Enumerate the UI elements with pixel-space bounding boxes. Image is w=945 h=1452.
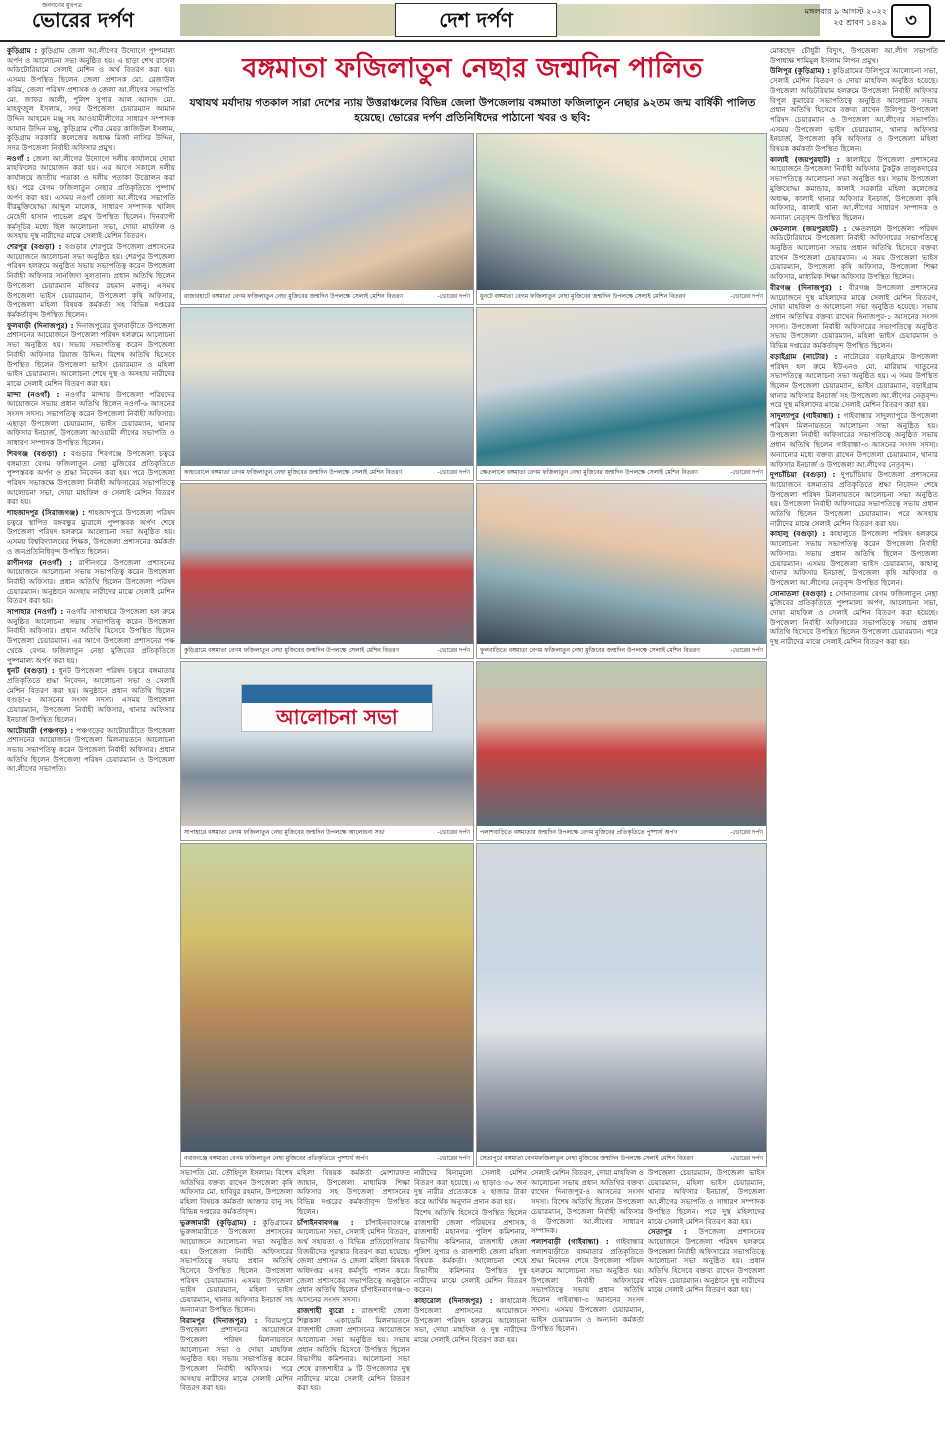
- photo-credit: -ভোরের দর্পণ: [730, 1155, 763, 1162]
- dateline: আটোয়ারী (পঞ্চগড়) :: [7, 725, 74, 735]
- photo-image: [181, 844, 473, 1152]
- news-paragraph: [7, 321, 175, 389]
- dateline: সাপাহার (নওগাঁ) :: [7, 607, 64, 617]
- dateline: দুপচাঁচিয়া (বগুড়া) :: [770, 470, 836, 480]
- news-text: গাইবান্ধার সাদুল্যাপুরে উপজেলা পরিষদ মিলনায়তনে আলোচনা সভা অনুষ্ঠিত হয়। উপজেলা নির্বাহী অফিসারের সভাপতিত্বে অনুষ্ঠিত সভায় প্রধান অতিথি ছিলেন গাইবান্ধা-৩ আসনের সংসদ সদস্য। অন্যান্যের মধ্যে বক্তব্য রাখেন উপজেলা চেয়ারম্যান, থানার অফিসার ইনচার্জ ও উপজেলা আ.লীগের নেতৃবৃন্দ।: [770, 411, 938, 469]
- news-paragraph: [770, 155, 938, 223]
- dateline: শাহজাদপুর (সিরাজগঞ্জ) :: [7, 508, 85, 518]
- photo-image: [477, 844, 766, 1152]
- news-text: দিনাজপুরের ফুলবাড়ীতে উপজেলা প্রশাসনের আয়োজনে উপজেলা পরিষদ হলরুমে আলোচনা সভা অনুষ্ঠিত হয়। সভায় সভাপতিত্ব করেন উপজেলা নির্বাহী অফিসার রিয়াজ উদ্দিন। বিশেষ অতিথি হিসেবে উপস্থিত ছিলেন উপজেলা ভাইস চেয়ারম্যান ও মহিলা ভাইস চেয়ারম্যান। আলোচনা শেষে দুস্থ ও অসহায় নারীদের মাঝে সেলাই মেশিন বিতরণ করা হয়।: [7, 320, 175, 388]
- dateline: নওগাঁ :: [7, 153, 30, 163]
- meeting-banner: আলোচনা সভা: [241, 684, 433, 732]
- news-photo: [476, 133, 767, 305]
- photo-caption: নবাবগঞ্জে বঙ্গমাতা বেগম ফজিলাতুন নেছা মুজিবের প্রতিকৃতিতে পুষ্পার্ঘ অর্পণ: [184, 1155, 368, 1162]
- photo-caption: সেতাপুরে বঙ্গমাতা বেগমফজিলাতুন নেছা মুজিবের জন্মদিন উপলক্ষে সেলাই মেশিন বিতরণ: [480, 1155, 694, 1162]
- photo-caption: পলাশবাড়িতে বঙ্গমাতার জন্মদিন উপলক্ষে বেগম মুজিবের প্রতিকৃতিতে পুষ্পার্ঘ অর্পণ: [480, 829, 678, 836]
- photo-caption: ধুনটে বঙ্গমাতা বেগম ফজিলাতুন নেছা মুজিবের জন্মদিন উপলক্ষে সেলাই মেশিন বিতরণ: [480, 293, 686, 300]
- news-photo: [476, 843, 767, 1167]
- bottom-news-column: [648, 1168, 765, 1444]
- news-paragraph: [770, 46, 938, 65]
- news-text: ক্ষেতলালে উপজেলা পরিষদ অডিটোরিয়ামে উপজেলা নির্বাহী অফিসারের সভাপতিত্বে অনুষ্ঠিত আলোচনা সভায় প্রধান অতিথি হিসেবে বক্তব্য রাখেন উপজেলা চেয়ারম্যান। এ সময় উপজেলা ভাইস চেয়ারম্যান, উপজেলা কৃষি অফিসার, উপজেলা শিক্ষা অফিসার, মাধ্যমিক শিক্ষা অফিসার উপস্থিত ছিলেন।: [770, 223, 938, 282]
- dateline: সাদুল্যাপুর (গাইবান্ধা) :: [770, 411, 841, 421]
- news-paragraph: [297, 1306, 410, 1393]
- news-paragraph: [180, 1168, 293, 1217]
- news-paragraph: [531, 1168, 644, 1236]
- news-paragraph: [770, 66, 938, 153]
- dateline: বিরামপুর (দিনাজপুর) :: [180, 1315, 258, 1325]
- news-text: নাটোরের বড়াইগ্রামে উপজেলা পরিষদ হল রুমে ইউএনও মো. মারিয়াম খাতুনের সভাপতিত্বে আলোচনা সভা অনুষ্ঠিত হয়। এ সময় উপস্থিত ছিলেন উপজেলা চেয়ারম্যান, ভাইস চেয়ারম্যান, বড়াইগ্রাম থানার অফিসার ইনচার্জ সহ উপজেলা আ.লীগের নেতৃবৃন্দ। পরে দুস্থ মহিলাদের মাঝে সেলাই মেশিন বিতরণ করা হয়।: [770, 351, 938, 410]
- news-paragraph: [770, 470, 938, 528]
- news-text: দুপচাঁচিয়ায় উপজেলা প্রশাসনের আয়োজনে বঙ্গমাতার প্রতিকৃতিতে শ্রদ্ধা নিবেদন শেষে উপজেলা পরিষদ মিলনায়তনে আলোচনা সভা অনুষ্ঠিত হয়। উপজেলা নির্বাহী অফিসারের সভাপতিত্বে সভায় প্রধান অতিথি ছিলেন উপজেলা চেয়ারম্যান। পরে অসহায় নারীদের মাঝে সেলাই মেশিন বিতরণ করা হয়।: [770, 470, 938, 528]
- dateline: চাঁপাইনবাবগঞ্জ :: [297, 1217, 354, 1227]
- news-photo: [476, 661, 767, 841]
- bottom-news-column: [531, 1168, 644, 1444]
- news-text: উপজেলা চেয়ারম্যান, উপজেলা ভাইস চেয়ারম্যান, মহিলা ভাইস চেয়ারম্যান, থানার অফিসার ইনচার্জ, উপজেলা আ.লীগের সভাপতি ও সাধারণ সম্পাদক উপস্থিত ছিলেন। পরে দুস্থ মহিলাদের মাঝে সেলাই মেশিন বিতরণ করা হয়।: [648, 1168, 765, 1226]
- news-text: সেলাই মেশিন বিতরণ, দোয়া মাহফিল ও আলোচনা সভায় প্রধান অতিথির বক্তব্য রাখেন দিনাজপুর-৪ আসনের সংসদ সদস্য। বিশেষ অতিথি ছিলেন উপজেলা চেয়ারম্যান, উপজেলা নির্বাহী অফিসার ও উপজেলা আ.লীগের সাধারণ সম্পাদক।: [531, 1168, 644, 1236]
- news-text: কাহালুতে উপজেলা পরিষদ হলরুমে আলোচনা সভায় সভাপতিত্ব করেন উপজেলা নির্বাহী অফিসার। সভায় প্রধান অতিথি ছিলেন উপজেলা চেয়ারম্যান। এসময় উপজেলা ভাইস চেয়ারম্যান, কাহালু থানার অফিসার ইনচার্জ, উপজেলা কৃষি অফিসার ও উপজেলা আ.লীগের নেতৃবৃন্দ উপস্থিত ছিলেন।: [770, 529, 938, 587]
- news-paragraph: [770, 411, 938, 469]
- news-paragraph: [7, 508, 175, 557]
- news-text: মহিলা বিষয়ক কর্মকর্তা মোশারফত জাহান, উপজেলা মাধ্যমিক শিক্ষা অফিসার সহ উপজেলা প্রশাসনের বিভিন্ন দপ্তরের কর্মকর্তাবৃন্দ উপস্থিত ছিলেন।: [297, 1168, 410, 1216]
- photo-credit: -ভোরের দর্পণ: [437, 469, 470, 476]
- dateline: কালাই (জয়পুরহাট) :: [770, 154, 840, 164]
- news-text: কাহারোল উপজেলা প্রশাসনের আয়োজনে উপজেলা পরিষদ হলরুমে আলোচনা সভা, দোয়া মাহফিল ও দুস্থ নারীদের মাঝে সেলাই মেশিন বিতরণ করা হয়।: [414, 1296, 527, 1344]
- bottom-news-column: [414, 1168, 527, 1444]
- news-text: নওগাঁর মান্দায় উপজেলা পরিষদের আয়োজনে সভায় প্রধান অতিথি ছিলেন নওগাঁ-৬ আসনের সংসদ সদস্য। সভাপতিত্ব করেন উপজেলা নির্বাহী অফিসার। এছাড়া উপজেলা চেয়ারম্যান, ভাইস চেয়ারম্যান, থানার অফিসার ইনচার্জ, উপজেলা আওয়ামী লীগের সভাপতি ও সাধারণ সম্পাদক উপস্থিত ছিলেন।: [7, 389, 175, 448]
- photo-image: [477, 484, 766, 644]
- issue-date: মঙ্গলবার ৯ আগস্ট ২০২২ ২৫ শ্রাবণ ১৪২৯: [804, 7, 887, 27]
- photo-caption: রাজারহাটে বঙ্গমাতা বেগম ফজিলাতুন নেছা মুজিবের জন্মদিন উপলক্ষে সেলাই মেশিন বিতরণ: [184, 293, 404, 300]
- section-title: দেশ দর্পণ: [395, 3, 557, 37]
- photo-credit: -ভোরের দর্পণ: [437, 647, 470, 654]
- news-paragraph: [180, 1316, 293, 1394]
- dateline: সোনাতলা (বগুড়া) :: [770, 588, 833, 598]
- news-paragraph: [7, 607, 175, 665]
- news-text: বিশেষ অতিথি হিসেবে উপস্থিত ছিলেন রাজশাহী জেলা পরিষদের প্রশাসক, রাজশাহী মহানগর পুলিশ কমিশনার, বিভাগীয় কমিশনার, রাজশাহী জেলা পুলিশ সুপার ও রাজশাহী জেলা মহিলা বিষয়ক কর্মকর্তা। আলোচনা শেষে বিভাগীয় কমিশনার উপস্থিত দুস্থ নারীদের মাঝে সেলাই মেশিন বিতরণ করেন।: [414, 1207, 527, 1295]
- news-text: বগুড়ার শিবগঞ্জে উপজেলা চত্বরে বঙ্গমাতা বেগম ফজিলাতুন নেছা মুজিবের প্রতিকৃতিতে পুষ্পস্তবক অর্পণ ও শ্রদ্ধা নিবেদন করা হয়। পরে উপজেলা পরিষদ সভাকক্ষে উপজেলা নির্বাহী অফিসারের সভাপতিত্বে আলোচনা সভা, দোয়া মাহফিল ও সেলাই মেশিন বিতরণ করা হয়।: [7, 448, 175, 507]
- photo-caption: কুড়িগ্রামে বঙ্গমাতা বেগম ফজিলাতুন নেছা মুজিবের জন্মদিন উপলক্ষে সেলাই মেশিন বিতরণ: [184, 647, 400, 654]
- news-paragraph: [648, 1168, 765, 1226]
- news-photo: [180, 843, 474, 1167]
- news-text: সোনাতলায় বেগম ফজিলাতুন নেছা মুজিবের প্রতিকৃতিতে পুষ্পমাল্য অর্পণ, আলোচনা সভা, দোয়া মাহফিল ও সেলাই মেশিন বিতরণ করা হয়েছে। উপজেলা নির্বাহী অফিসারের সভাপতিত্বে সভায় প্রধান অতিথি হিসেবে উপস্থিত ছিলেন উপজেলা চেয়ারম্যান। পরে দুস্থ নারীদের মাঝে সেলাই মেশিন বিতরণ করা হয়।: [770, 588, 938, 647]
- bottom-news-column: [180, 1168, 293, 1444]
- news-text: রাণীনগরে উপজেলা প্রশাসনের আয়োজনে আলোচনা সভায় সভাপতিত্ব করেন উপজেলা নির্বাহী অফিসার। প্রধান অতিথি ছিলেন উপজেলা পরিষদ চেয়ারম্যান। অনুষ্ঠানে অসহায় নারীদের মাঝে সেলাই মেশিন বিতরণ করা হয়।: [7, 557, 175, 606]
- photo-caption: সাপাহারে বঙ্গমাতা বেগম ফজিলাতুন নেছা মুজিবের জন্মদিন উপলক্ষে আলোচনা সভা: [184, 829, 385, 836]
- main-headline: বঙ্গমাতা ফজিলাতুন নেছার জন্মদিন পালিত: [242, 53, 703, 84]
- news-photo: [180, 483, 474, 659]
- news-text: নওগাঁর সাপাহারে উপজেলা হল রুমে অনুষ্ঠিত আলোচনা সভায় সভাপতিত্ব করেন উপজেলা নির্বাহী অফিসার। প্রধান অতিথি হিসেবে উপস্থিত ছিলেন উপজেলা চেয়ারম্যান। এর আগে উপজেলা প্রশাসনের পক্ষ থেকে বেগম ফজিলাতুন নেছা মুজিবের প্রতিকৃতিতে পুষ্পমাল্য অর্পণ করা হয়।: [7, 607, 175, 665]
- news-paragraph: [770, 589, 938, 647]
- news-text: শাহজাদপুরে উপজেলা পরিষদ চত্বরে স্থাপিত বঙ্গবন্ধুর ম্যুরালে পুষ্পস্তবক অর্পণ শেষে উপজেলা পরিষদ হলরুমে আলোচনা সভা অনুষ্ঠিত হয়। এসময় বিশ্ববিদ্যালয়ের শিক্ষক, উপজেলা প্রশাসনের কর্মকর্তা ও জনপ্রতিনিধিবৃন্দ উপস্থিত ছিলেন।: [7, 508, 175, 556]
- news-photo: [180, 133, 474, 305]
- news-paragraph: [414, 1208, 527, 1295]
- news-photo: [476, 307, 767, 481]
- dateline: কুড়িগ্রাম :: [7, 46, 38, 55]
- photo-caption: ক্ষেতলালে বঙ্গমাতা বেগম ফজিলাতুন নেছা মুজিবের জন্মদিন উপলক্ষে সেলাই মেশিন বিতরণ: [480, 469, 698, 476]
- news-photo: [180, 661, 474, 841]
- news-text: ধুনট উপজেলা পরিষদ চত্বরে বঙ্গমাতার প্রতিকৃতিতে শ্রদ্ধা নিবেদন, আলোচনা সভা ও সেলাই মেশিন বিতরণ করা হয়। অনুষ্ঠানে প্রধান অতিথি ছিলেন বগুড়া-৫ আসনের সংসদ সদস্য। এসময় উপজেলা চেয়ারম্যান, উপজেলা নির্বাহী অফিসার, থানার অফিসার ইনচার্জ উপস্থিত ছিলেন।: [7, 666, 175, 724]
- dateline: ক্ষেতলাল (জয়পুরহাট) :: [770, 223, 847, 233]
- dateline: পলাশবাড়ী (গাইবান্ধা) :: [531, 1236, 609, 1246]
- news-paragraph: [7, 390, 175, 448]
- dateline: ধুনট (বগুড়া) :: [7, 666, 55, 676]
- news-text: নারীদের বিনামূল্যে সেলাই মেশিন বিতরণ করা হয়েছে। এ ছাড়াও ৩০ জন দুস্থ নারীর প্রত্যেককে ২ হাজার টাকা করে আর্থিক অনুদান প্রদান করা হয়।: [414, 1168, 527, 1207]
- dateline: রাণীনগর (নওগাঁ) :: [7, 557, 72, 567]
- dateline: বড়াইগ্রাম (নাটোর) :: [770, 351, 838, 361]
- news-text: মোকছেদ চৌধুরী বিদ্যুৎ, উপজেলা আ.লীগ সভাপতি উপাধ্যক্ষ শামিমুল ইসলাম লিপন প্রমুখ।: [770, 46, 938, 65]
- news-paragraph: [531, 1237, 644, 1334]
- news-text: কালাইয়ে উপজেলা প্রশাসনের আয়োজনে উপজেলা নির্বাহী অফিসার টুকটুক তালুকদারের সভাপতিত্বে আলোচনা সভা অনুষ্ঠিত হয়। সভায় উপজেলা মুক্তিযোদ্ধা কমান্ডার, কালাই সরকারি মহিলা কলেজের অধ্যক্ষ, কালাই থানার অফিসার ইনচার্জ, উপজেলা কৃষি অফিসার, কালাই থানা আ.লীগের সাধারণ সম্পাদক ও অন্যান্য নেতৃবৃন্দ উপস্থিত ছিলেন।: [770, 154, 938, 222]
- dateline: শেরপুর (বগুড়া) :: [7, 242, 62, 252]
- news-photo: [180, 307, 474, 481]
- news-text: জেলা আ.লীগের উদ্যোগে দলীয় কার্যালয়ে দোয়া মাহফিলের আয়োজন করা হয়। এর আগে সকালে দলীয় কার্যালয়ে জাতীয় পতাকা ও দলীয় পতাকা উত্তোলন করা হয়। পরে বেগম ফজিলাতুন নেছার প্রতিকৃতিতে পুষ্পার্ঘ অর্পণ করা হয়। এসময় নওগাঁ জেলা আ.লীগের সভাপতি বীরমুক্তিযোদ্ধা আব্দুল মালেক, সাধারণ সম্পাদক খালিদ মেহেদী হাসান পাভেল প্রমুখ উপস্থিত ছিলেন। দিনব্যাপী কর্মসূচির মধ্যে ছিল আলোচনা সভা, দোয়া মাহফিল ও অসহায় দুস্থ নারীদের মাঝে সেলাই মেশিন বিতরণ।: [7, 153, 175, 241]
- bottom-news-column: [297, 1168, 410, 1444]
- dateline: সেতাপুর :: [648, 1227, 687, 1237]
- photo-image: [181, 308, 473, 466]
- dateline: বীরগঞ্জ (দিনাজপুর) :: [770, 282, 842, 292]
- news-paragraph: [648, 1227, 765, 1295]
- news-text: চাঁপাইনবাবগঞ্জে আলোচনা সভা, সেলাই মেশিন বিতরণ, অর্থ সহায়তা ও বিভিন্ন প্রতিযোগিতায় বিজয়ীদের পুরস্কার বিতরণ করা হয়েছে। জেলা প্রশাসন ও জেলা মহিলা বিষয়ক অধিদপ্তর এসব কর্মসূচি পালন করে। জেলা প্রশাসকের সভাপতিত্বে অনুষ্ঠানে প্রধান অতিথি ছিলেন চাঁপাইনবাবগঞ্জ-৩ আসনের সংসদ সদস্য।: [297, 1217, 410, 1305]
- news-paragraph: [7, 726, 175, 775]
- dateline: রাজশাহী ব্যুরো :: [297, 1305, 355, 1315]
- photo-caption: ফুলবাড়িতে বঙ্গমাতা বেগম ফজিলাতুন নেছা মুজিবের জন্মদিন উপলক্ষে সেলাই মেশিন বিতরণ: [480, 647, 700, 654]
- news-text: সভাপতি মো. তৌহিদুল ইসলাম। বিশেষ অতিথির বক্তব্য রাখেন উপজেলা কৃষি অফিসার মো. হাবিবুর রহমান, উপজেলা মহিলা বিষয়ক কর্মকর্তা আক্তার বানু সহ বিভিন্ন দপ্তরের কর্মকর্তাবৃন্দ।: [180, 1168, 293, 1216]
- news-paragraph: [770, 529, 938, 587]
- news-paragraph: [770, 283, 938, 351]
- photo-credit: -ভোরের দর্পণ: [730, 469, 763, 476]
- photo-image: [181, 662, 473, 826]
- news-paragraph: [7, 46, 175, 153]
- news-text: পঞ্চগড়ের আটোয়ারীতে উপজেলা প্রশাসনের আয়োজনে উপজেলা মিলনায়তনে আলোচনা সভায় সভাপতিত্ব করেন উপজেলা নির্বাহী অফিসার। প্রধান অতিথি ছিলেন উপজেলা পরিষদ চেয়ারম্যান ও উপজেলা আ.লীগের সভাপতি।: [7, 725, 175, 774]
- news-paragraph: [770, 352, 938, 410]
- news-text: বগুড়ার শেরপুরে উপজেলা প্রশাসনের আয়োজনে আলোচনা সভা অনুষ্ঠিত হয়। শেরপুর উপজেলা পরিষদ হলরুমে অনুষ্ঠিত সভায় সভাপতিত্ব করেন উপজেলা নির্বাহী অফিসার সানজিদা সুলতানা। প্রধান অতিথি ছিলেন উপজেলা চেয়ারম্যান মজিবর রহমান মজনু। এসময় উপজেলা ভাইস চেয়ারম্যান, উপজেলা কৃষি অফিসার, উপজেলা মহিলা বিষয়ক কর্মকর্তা সহ বিভিন্ন দপ্তরের কর্মকর্তাবৃন্দ উপস্থিত ছিলেন।: [7, 242, 175, 319]
- photo-caption: কাহারোলে বঙ্গমাতা বেগম ফজিলাতুন নেছা মুজিবের জন্মদিন উপলক্ষে সেলাই মেশিন বিতরণ: [184, 469, 403, 476]
- dateline: ফুলবাড়ী (দিনাজপুর) :: [7, 320, 74, 330]
- newspaper-logo: জনগণের মুখপত্র ভোরের দর্পণ: [32, 2, 134, 32]
- dateline: কাহালু (বগুড়া) :: [770, 529, 826, 539]
- page-header: [0, 0, 945, 42]
- news-paragraph: [770, 224, 938, 282]
- photo-credit: -ভোরের দর্পণ: [437, 1155, 470, 1162]
- photo-credit: -ভোরের দর্পণ: [730, 647, 763, 654]
- news-text: বিরামপুরে উপজেলা প্রশাসনের আয়োজনে উপজেলা পরিষদ মিলনায়তনে আলোচনা সভা ও দোয়া মাহফিল অনুষ্ঠিত হয়। সভায় সভাপতিত্ব করেন উপজেলা নির্বাহী অফিসার। পরে অসহায় নারীদের মাঝে সেলাই মেশিন বিতরণ করা হয়।: [180, 1315, 293, 1393]
- news-text: কুড়িগ্রামের উলিপুরে আলোচনা সভা, সেলাই মেশিন বিতরণ ও দোয়া মাহফিল অনুষ্ঠিত হয়েছে। উপজেলা অডিটরিয়াম হলরুমে উপজেলা নির্বাহী অফিসার বিপুল কুমারের সভাপতিত্বে অনুষ্ঠিত আলোচনা সভায় প্রধান অতিথি হিসেবে বক্তব্য রাখেন উলিপুর উপজেলা পরিষদ চেয়ারম্যান ও উপজেলা আ.লীগের সভাপতি। এসময় উপজেলা ভাইস চেয়ারম্যান, থানার অফিসার ইনচার্জ, উপজেলা কৃষি অফিসার ও উপজেলা মহিলা বিষয়ক কর্মকর্তা উপস্থিত ছিলেন।: [770, 66, 938, 154]
- photo-image: [181, 484, 473, 644]
- lead-paragraph: যথাযথ মর্যাদায় গতকাল সারা দেশের ন্যায় উত্তরাঞ্চলের বিভিন্ন জেলা উপজেলায় বঙ্গমাতা ফজিলাতুন নেছার ৯২তম জন্ম বার্ষিকী পালিত হয়েছে। ভোরের দর্পণ প্রতিনিধিদের পাঠানো খবর ও ছবি:: [189, 97, 756, 124]
- news-paragraph: [414, 1168, 527, 1207]
- news-text: বীরগঞ্জ উপজেলা প্রশাসনের আয়োজনে দুস্থ মহিলাদের মাঝে সেলাই মেশিন বিতরণ, দোয়া মাহফিল ও আলোচনা সভা অনুষ্ঠিত হয়েছে। সভায় প্রধান অতিথির বক্তব্য রাখেন দিনাজপুর-১ আসনের সংসদ সদস্য। উপজেলা নির্বাহী অফিসারের সভাপতিত্বে অনুষ্ঠিত সভায় উপজেলা চেয়ারম্যান, মহিলা ভাইস চেয়ারম্যান ও বিভিন্ন দপ্তরের কর্মকর্তাবৃন্দ উপস্থিত ছিলেন।: [770, 282, 938, 351]
- dateline: উলিপুর (কুড়িগ্রাম) :: [770, 66, 831, 76]
- photo-credit: -ভোরের দর্পণ: [437, 293, 470, 300]
- news-paragraph: [7, 242, 175, 320]
- news-paragraph: [7, 558, 175, 607]
- news-paragraph: [180, 1218, 293, 1315]
- dateline: মান্দা (নওগাঁ) :: [7, 389, 60, 399]
- news-paragraph: [297, 1218, 410, 1305]
- news-text: উপজেলা প্রশাসনের আয়োজনে উপজেলা পরিষদ হলরুমে উপজেলা নির্বাহী অফিসারের সভাপতিত্বে আলোচনা সভা অনুষ্ঠিত হয়। প্রধান অতিথি হিসেবে বক্তব্য রাখেন উপজেলা পরিষদ চেয়ারম্যান। অনুষ্ঠানে দুস্থ নারীদের মাঝে সেলাই মেশিন বিতরণ করা হয়।: [648, 1227, 765, 1295]
- page-number: ৩: [891, 4, 931, 38]
- right-news-column: [770, 46, 938, 1444]
- photo-image: [477, 134, 766, 290]
- news-text: রাজশাহী জেলা শিল্পকলা একাডেমি মিলনায়তনে রাজশাহী জেলা প্রশাসনের আয়োজনে আলোচনা সভা অনুষ্ঠিত হয়। সভায় প্রধান অতিথি হিসেবে উপস্থিত ছিলেন বিভাগীয় কমিশনার। আলোচনা সভা শেষে রাজশাহীর ৯ টি উপজেলার দুস্থ নারীদের মাঝে সেলাই মেশিন বিতরণ করা হয়।: [297, 1305, 410, 1393]
- news-paragraph: [414, 1296, 527, 1345]
- logo-tagline: জনগণের মুখপত্র: [42, 2, 82, 9]
- news-text: কুড়িগ্রামের ভুরুঙ্গামারীতে উপজেলা প্রশাসনের আয়োজনে আলোচনা সভা অনুষ্ঠিত হয়। উপজেলা নির্বাহী অফিসারের সভাপতিত্বে সভায় প্রধান অতিথি হিসেবে উপস্থিত ছিলেন উপজেলা পরিষদ চেয়ারম্যান। এসময় উপজেলা ভাইস চেয়ারম্যান, মহিলা ভাইস চেয়ারম্যান, থানার অফিসার ইনচার্জ সহ অন্যান্যরা উপস্থিত ছিলেন।: [180, 1217, 293, 1314]
- dateline: ভুরুঙ্গামারী (কুড়িগ্রাম) :: [180, 1217, 257, 1227]
- news-paragraph: [7, 154, 175, 241]
- dateline: শিবগঞ্জ (বগুড়া) :: [7, 448, 66, 458]
- news-paragraph: [7, 449, 175, 507]
- news-paragraph: [297, 1168, 410, 1217]
- photo-credit: -ভোরের দর্পণ: [437, 829, 470, 836]
- photo-credit: -ভোরের দর্পণ: [730, 293, 763, 300]
- dateline: কাহারোল (দিনাজপুর) :: [414, 1296, 493, 1306]
- news-text: কুড়িগ্রাম জেলা আ.লীগের উদ্যোগে পুষ্পমাল্য অর্পণ ও আলোচনা সভা অনুষ্ঠিত হয়। এ ছাড়া শেখ রাসেল অডিটোরিয়ামে সেলাই মেশিন ও অর্থ বিতরণ করা হয়। এসময় উপস্থিত ছিলেন জেলা প্রশাসক মো. রেজাউল করিম, জেলা পরিষদ প্রশাসক ও জেলা আ.লীগের সভাপতি মো. জাফর আলী, পুলিশ সুপার আল আসাদ মো. মাহফুজুল ইসলাম, সদর উপজেলা চেয়ারম্যান আমান উদ্দিন আহমেদ মঞ্জু সহ আওয়ামীলীগের সাধারণ সম্পাদক আমান উদ্দিন মঞ্জু, কুড়িগ্রাম পৌর মেয়র কাজিউল ইসলাম, কুড়িগ্রাম সরকারি কলেজের অধ্যক্ষ মির্জা নাসির উদ্দিন, সদর উপজেলা নির্বাহী অফিসার প্রমুখ।: [7, 46, 175, 153]
- photo-image: [477, 308, 766, 466]
- photo-credit: -ভোরের দর্পণ: [730, 829, 763, 836]
- photo-image: [181, 134, 473, 290]
- news-paragraph: [7, 666, 175, 724]
- news-text: গাইবান্ধার পলাশবাড়ীতে বঙ্গমাতার প্রতিকৃতিতে শ্রদ্ধা নিবেদন শেষে উপজেলা পরিষদ হলরুমে আলোচনা সভা অনুষ্ঠিত হয়। উপজেলা নির্বাহী অফিসারের সভাপতিত্বে সভায় প্রধান অতিথি ছিলেন গাইবান্ধা-৩ আসনের সংসদ সদস্য। এসময় উপজেলা চেয়ারম্যান, ভাইস চেয়ারম্যান ও অন্যান্য কর্মকর্তা উপস্থিত ছিলেন।: [531, 1236, 644, 1334]
- photo-image: [477, 662, 766, 826]
- left-news-column: [7, 46, 175, 1444]
- news-photo: [476, 483, 767, 659]
